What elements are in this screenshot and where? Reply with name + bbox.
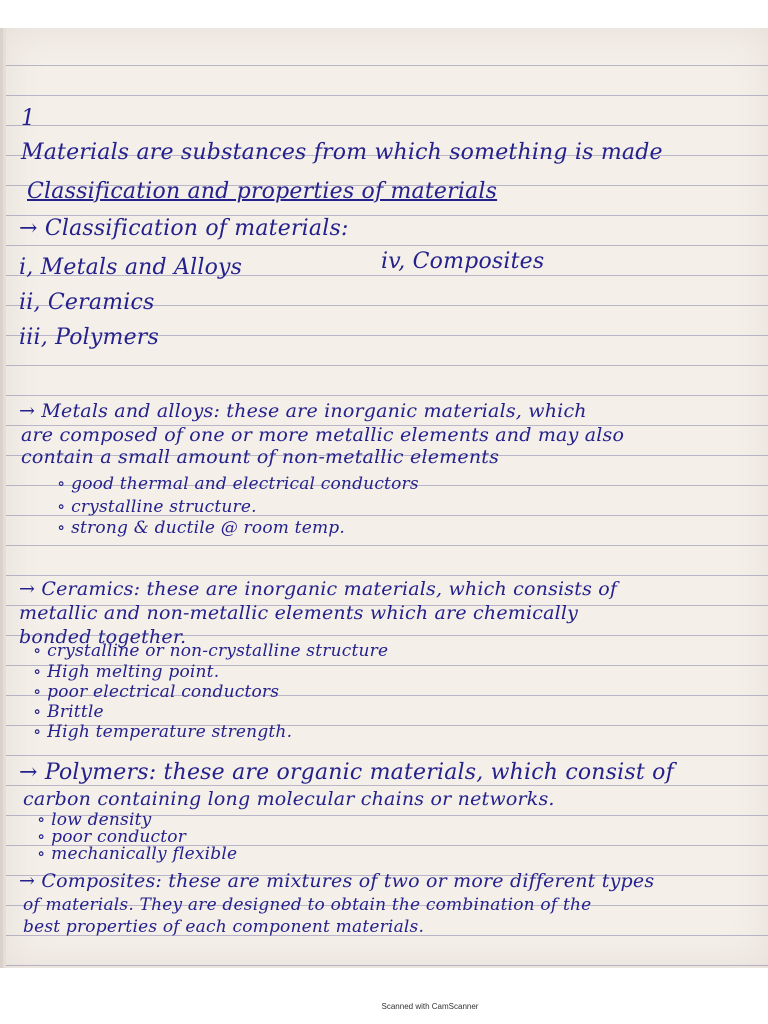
- metals-bullet-3: ∘ strong & ductile @ room temp.: [57, 518, 345, 538]
- metals-bullet-2: ∘ crystalline structure.: [57, 497, 257, 517]
- composites-line-2: of materials. They are designed to obtain the combination of the: [23, 895, 592, 915]
- scanner-watermark: [0, 1002, 768, 1011]
- polymers-line-1: → Polymers: these are organic materials, which consist of: [19, 760, 674, 785]
- list-item-metals: i, Metals and Alloys: [19, 255, 243, 280]
- list-item-ceramics: ii, Ceramics: [19, 290, 155, 315]
- ceramics-bullet-3: ∘ poor electrical conductors: [33, 682, 280, 702]
- metals-line-2: are composed of one or more metallic elements and may also: [21, 424, 625, 446]
- ceramics-line-3: bonded together.: [19, 626, 187, 648]
- composites-line-3: best properties of each component materials.: [23, 917, 425, 937]
- list-item-polymers: iii, Polymers: [19, 325, 160, 350]
- notebook-page: [0, 28, 768, 968]
- page-number: 1: [21, 106, 36, 131]
- ceramics-line-1: → Ceramics: these are inorganic materials, which consists of: [19, 578, 618, 600]
- metals-bullet-1: ∘ good thermal and electrical conductors: [57, 474, 419, 494]
- definition-line: Materials are substances from which something is made: [21, 140, 663, 165]
- metals-line-1: → Metals and alloys: these are inorganic materials, which: [19, 400, 587, 422]
- polymers-bullet-3: ∘ mechanically flexible: [37, 844, 238, 864]
- classification-subheading: → Classification of materials:: [19, 216, 349, 241]
- polymers-bullet-2: ∘ poor conductor: [37, 827, 187, 847]
- ceramics-bullet-2: ∘ High melting point.: [33, 662, 220, 682]
- page-edge: [3, 28, 6, 968]
- ceramics-bullet-5: ∘ High temperature strength.: [33, 722, 293, 742]
- ceramics-bullet-1: ∘ crystalline or non-crystalline structure: [33, 641, 389, 661]
- metals-line-3: contain a small amount of non-metallic elements: [21, 446, 500, 468]
- composites-line-1: → Composites: these are mixtures of two or more different types: [19, 870, 655, 892]
- ceramics-bullet-4: ∘ Brittle: [33, 702, 104, 722]
- list-item-composites: iv, Composites: [381, 249, 545, 274]
- section-heading: Classification and properties of materials: [27, 179, 498, 204]
- polymers-line-2: carbon containing long molecular chains or networks.: [23, 788, 555, 810]
- polymers-bullet-1: ∘ low density: [37, 810, 152, 830]
- scanner-watermark-text: Scanned with CamScanner: [381, 1002, 479, 1011]
- ceramics-line-2: metallic and non-metallic elements which are chemically: [19, 602, 579, 624]
